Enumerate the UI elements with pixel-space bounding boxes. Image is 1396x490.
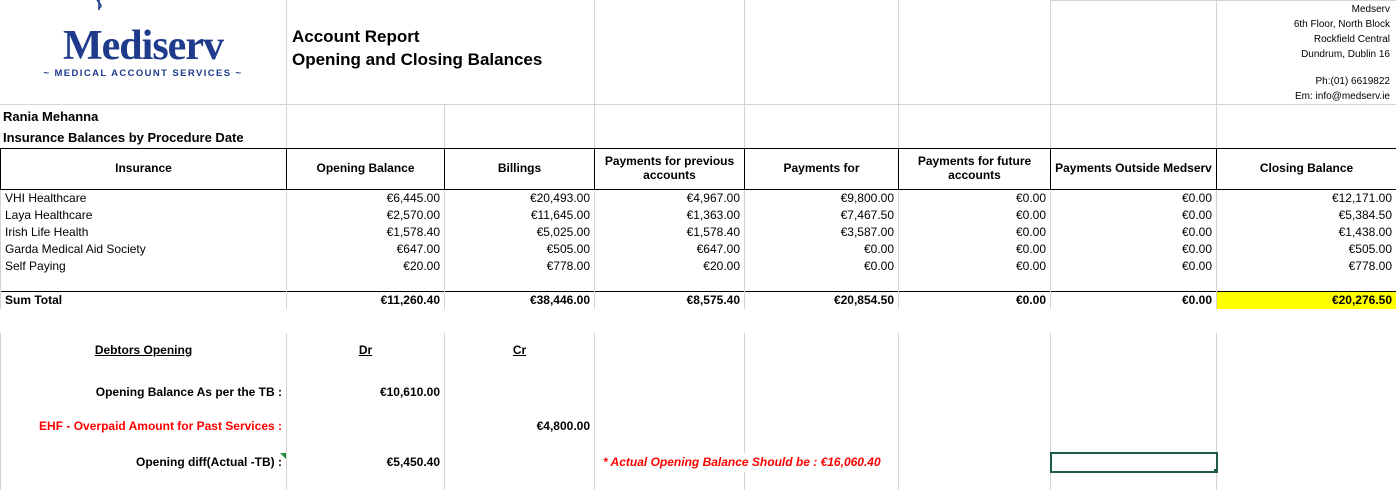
cell-billings: €778.00 bbox=[445, 258, 595, 275]
company-email: Em: info@medserv.ie bbox=[1294, 89, 1390, 104]
empty-cell bbox=[1217, 401, 1396, 418]
spacer-cell bbox=[287, 275, 445, 292]
grid-vline bbox=[1050, 0, 1051, 148]
ehf-row bbox=[1, 418, 1396, 435]
cell-insurance: Garda Medical Aid Society bbox=[1, 241, 287, 258]
cell-current: €0.00 bbox=[745, 241, 899, 258]
debtors-title: Debtors Opening bbox=[1, 333, 287, 367]
cell-insurance: Self Paying bbox=[1, 258, 287, 275]
spacer-cell bbox=[595, 275, 745, 292]
table-row bbox=[1, 207, 1396, 224]
empty-cell bbox=[595, 401, 745, 418]
debtors-opening-table bbox=[0, 333, 1396, 490]
empty-cell bbox=[287, 472, 445, 490]
opening-balance-label: Opening Balance As per the TB : bbox=[1, 384, 287, 401]
cell-insurance: VHI Healthcare bbox=[1, 190, 287, 208]
company-phone: Ph:(01) 6619822 bbox=[1294, 74, 1390, 89]
empty-cell bbox=[1217, 435, 1396, 453]
table-spacer-row bbox=[1, 275, 1396, 292]
ehf-label: EHF - Overpaid Amount for Past Services : bbox=[1, 418, 287, 435]
grid-vline bbox=[286, 0, 287, 148]
cell-prev: €1,578.40 bbox=[595, 224, 745, 241]
cell-outside: €0.00 bbox=[1051, 258, 1217, 275]
empty-cell bbox=[595, 367, 745, 384]
empty-cell bbox=[1217, 472, 1396, 490]
empty-cell bbox=[899, 418, 1051, 435]
cell-opening: €6,445.00 bbox=[287, 190, 445, 208]
total-billings: €38,446.00 bbox=[445, 292, 595, 310]
empty-cell bbox=[1051, 384, 1217, 401]
empty-cell bbox=[445, 384, 595, 401]
empty-cell bbox=[1051, 435, 1217, 453]
empty-cell bbox=[1, 472, 287, 490]
empty-cell bbox=[745, 333, 899, 367]
empty-cell bbox=[745, 418, 899, 435]
empty-cell bbox=[1051, 333, 1217, 367]
empty-cell bbox=[445, 401, 595, 418]
logo-wordmark: Mediserv bbox=[63, 25, 223, 67]
empty-cell bbox=[595, 418, 745, 435]
opening-diff-dr: €5,450.40 bbox=[287, 453, 445, 472]
empty-cell bbox=[1051, 472, 1217, 490]
spacer-cell bbox=[1051, 275, 1217, 292]
col-payments-for: Payments for bbox=[745, 149, 899, 190]
col-closing-balance: Closing Balance bbox=[1217, 149, 1396, 190]
total-future: €0.00 bbox=[899, 292, 1051, 310]
debtors-gap-row bbox=[1, 367, 1396, 384]
ehf-cr-amount: €4,800.00 bbox=[445, 418, 595, 435]
cell-outside: €0.00 bbox=[1051, 224, 1217, 241]
cell-prev: €4,967.00 bbox=[595, 190, 745, 208]
empty-cell bbox=[1, 435, 287, 453]
table-row bbox=[1, 190, 1396, 208]
debtors-gap-row bbox=[1, 435, 1396, 453]
cell-prev: €1,363.00 bbox=[595, 207, 745, 224]
empty-cell bbox=[445, 367, 595, 384]
total-opening: €11,260.40 bbox=[287, 292, 445, 310]
empty-cell bbox=[745, 367, 899, 384]
grid-hline bbox=[0, 104, 1396, 105]
spacer-cell bbox=[1217, 275, 1396, 292]
cell-future: €0.00 bbox=[899, 241, 1051, 258]
total-label: Sum Total bbox=[1, 292, 287, 310]
empty-cell bbox=[595, 333, 745, 367]
empty-cell bbox=[1, 401, 287, 418]
empty-cell bbox=[899, 453, 1051, 472]
company-logo bbox=[0, 0, 286, 104]
debtors-dr-header: Dr bbox=[287, 333, 445, 367]
selected-cell[interactable] bbox=[1051, 453, 1217, 472]
cell-billings: €11,645.00 bbox=[445, 207, 595, 224]
empty-cell bbox=[595, 472, 745, 490]
empty-cell bbox=[287, 435, 445, 453]
cell-outside: €0.00 bbox=[1051, 241, 1217, 258]
spacer-cell bbox=[445, 275, 595, 292]
cell-closing: €1,438.00 bbox=[1217, 224, 1396, 241]
empty-cell bbox=[287, 418, 445, 435]
empty-cell bbox=[1217, 418, 1396, 435]
cell-billings: €5,025.00 bbox=[445, 224, 595, 241]
total-current: €20,854.50 bbox=[745, 292, 899, 310]
empty-cell bbox=[287, 367, 445, 384]
cell-closing: €12,171.00 bbox=[1217, 190, 1396, 208]
empty-cell bbox=[1217, 384, 1396, 401]
total-outside: €0.00 bbox=[1051, 292, 1217, 310]
cell-closing: €778.00 bbox=[1217, 258, 1396, 275]
empty-cell bbox=[595, 384, 745, 401]
address-line-2: 6th Floor, North Block bbox=[1294, 17, 1390, 32]
empty-cell bbox=[745, 401, 899, 418]
actual-opening-note: * Actual Opening Balance Should be : €16,060.40 bbox=[595, 453, 899, 472]
table-total-row bbox=[1, 292, 1396, 310]
cell-closing: €5,384.50 bbox=[1217, 207, 1396, 224]
cell-opening: €20.00 bbox=[287, 258, 445, 275]
cell-current: €0.00 bbox=[745, 258, 899, 275]
empty-cell bbox=[745, 384, 899, 401]
table-header-row bbox=[1, 149, 1396, 190]
address-line-1: Medserv bbox=[1294, 2, 1390, 17]
empty-cell bbox=[1, 367, 287, 384]
opening-diff-label: Opening diff(Actual -TB) : bbox=[1, 453, 287, 472]
table-row bbox=[1, 258, 1396, 275]
empty-cell bbox=[899, 367, 1051, 384]
cell-future: €0.00 bbox=[899, 258, 1051, 275]
empty-cell bbox=[287, 401, 445, 418]
col-billings: Billings bbox=[445, 149, 595, 190]
cell-opening: €647.00 bbox=[287, 241, 445, 258]
opening-diff-row bbox=[1, 453, 1396, 472]
empty-cell bbox=[445, 472, 595, 490]
cell-closing: €505.00 bbox=[1217, 241, 1396, 258]
company-address bbox=[1294, 2, 1390, 104]
col-payments-previous: Payments for previous accounts bbox=[595, 149, 745, 190]
empty-cell bbox=[899, 472, 1051, 490]
address-line-3: Rockfield Central bbox=[1294, 32, 1390, 47]
cell-current: €3,587.00 bbox=[745, 224, 899, 241]
col-payments-future: Payments for future accounts bbox=[899, 149, 1051, 190]
empty-cell bbox=[899, 401, 1051, 418]
cell-outside: €0.00 bbox=[1051, 207, 1217, 224]
empty-cell bbox=[745, 435, 899, 453]
empty-cell bbox=[445, 435, 595, 453]
grid-vline bbox=[1216, 0, 1217, 148]
cell-future: €0.00 bbox=[899, 190, 1051, 208]
cell-current: €7,467.50 bbox=[745, 207, 899, 224]
debtors-gap-row bbox=[1, 401, 1396, 418]
grid-vline bbox=[898, 0, 899, 148]
cell-outside: €0.00 bbox=[1051, 190, 1217, 208]
col-payments-outside: Payments Outside Medserv bbox=[1051, 149, 1217, 190]
cell-opening: €1,578.40 bbox=[287, 224, 445, 241]
logo-tagline: ~ MEDICAL ACCOUNT SERVICES ~ bbox=[44, 69, 243, 79]
cell-billings: €505.00 bbox=[445, 241, 595, 258]
spacer-cell bbox=[1, 275, 287, 292]
grid-hline bbox=[1050, 0, 1396, 1]
grid-vline bbox=[744, 0, 745, 148]
empty-cell bbox=[899, 435, 1051, 453]
table-row bbox=[1, 224, 1396, 241]
col-insurance: Insurance bbox=[1, 149, 287, 190]
debtors-cr-header: Cr bbox=[445, 333, 595, 367]
debtors-header-row bbox=[1, 333, 1396, 367]
opening-balance-row bbox=[1, 384, 1396, 401]
col-opening-balance: Opening Balance bbox=[287, 149, 445, 190]
empty-cell bbox=[899, 384, 1051, 401]
cell-insurance: Irish Life Health bbox=[1, 224, 287, 241]
cell-future: €0.00 bbox=[899, 224, 1051, 241]
grid-vline bbox=[444, 104, 445, 148]
opening-balance-dr: €10,610.00 bbox=[287, 384, 445, 401]
page-title-line2: Opening and Closing Balances bbox=[292, 49, 542, 72]
cell-current: €9,800.00 bbox=[745, 190, 899, 208]
page-title bbox=[292, 26, 542, 72]
patient-name: Rania Mehanna bbox=[3, 109, 98, 124]
grid-vline bbox=[594, 0, 595, 148]
empty-cell bbox=[1051, 367, 1217, 384]
cell-prev: €20.00 bbox=[595, 258, 745, 275]
empty-cell bbox=[595, 435, 745, 453]
empty-cell bbox=[745, 472, 899, 490]
cell-billings: €20,493.00 bbox=[445, 190, 595, 208]
table-row bbox=[1, 241, 1396, 258]
cell-future: €0.00 bbox=[899, 207, 1051, 224]
empty-cell bbox=[899, 333, 1051, 367]
debtors-gap-row bbox=[1, 472, 1396, 490]
spacer-cell bbox=[899, 275, 1051, 292]
empty-cell bbox=[1051, 401, 1217, 418]
total-closing-highlight: €20,276.50 bbox=[1217, 292, 1396, 310]
cell-prev: €647.00 bbox=[595, 241, 745, 258]
caduceus-icon bbox=[86, 0, 112, 12]
spacer-cell bbox=[745, 275, 899, 292]
address-line-4: Dundrum, Dublin 16 bbox=[1294, 47, 1390, 62]
empty-cell bbox=[1217, 367, 1396, 384]
empty-cell bbox=[1217, 333, 1396, 367]
cell-opening: €2,570.00 bbox=[287, 207, 445, 224]
page-title-line1: Account Report bbox=[292, 26, 542, 49]
total-prev: €8,575.40 bbox=[595, 292, 745, 310]
empty-cell bbox=[445, 453, 595, 472]
cell-insurance: Laya Healthcare bbox=[1, 207, 287, 224]
insurance-balances-table bbox=[0, 148, 1396, 309]
empty-cell bbox=[1051, 418, 1217, 435]
empty-cell bbox=[1217, 453, 1396, 472]
section-subtitle: Insurance Balances by Procedure Date bbox=[3, 130, 244, 145]
